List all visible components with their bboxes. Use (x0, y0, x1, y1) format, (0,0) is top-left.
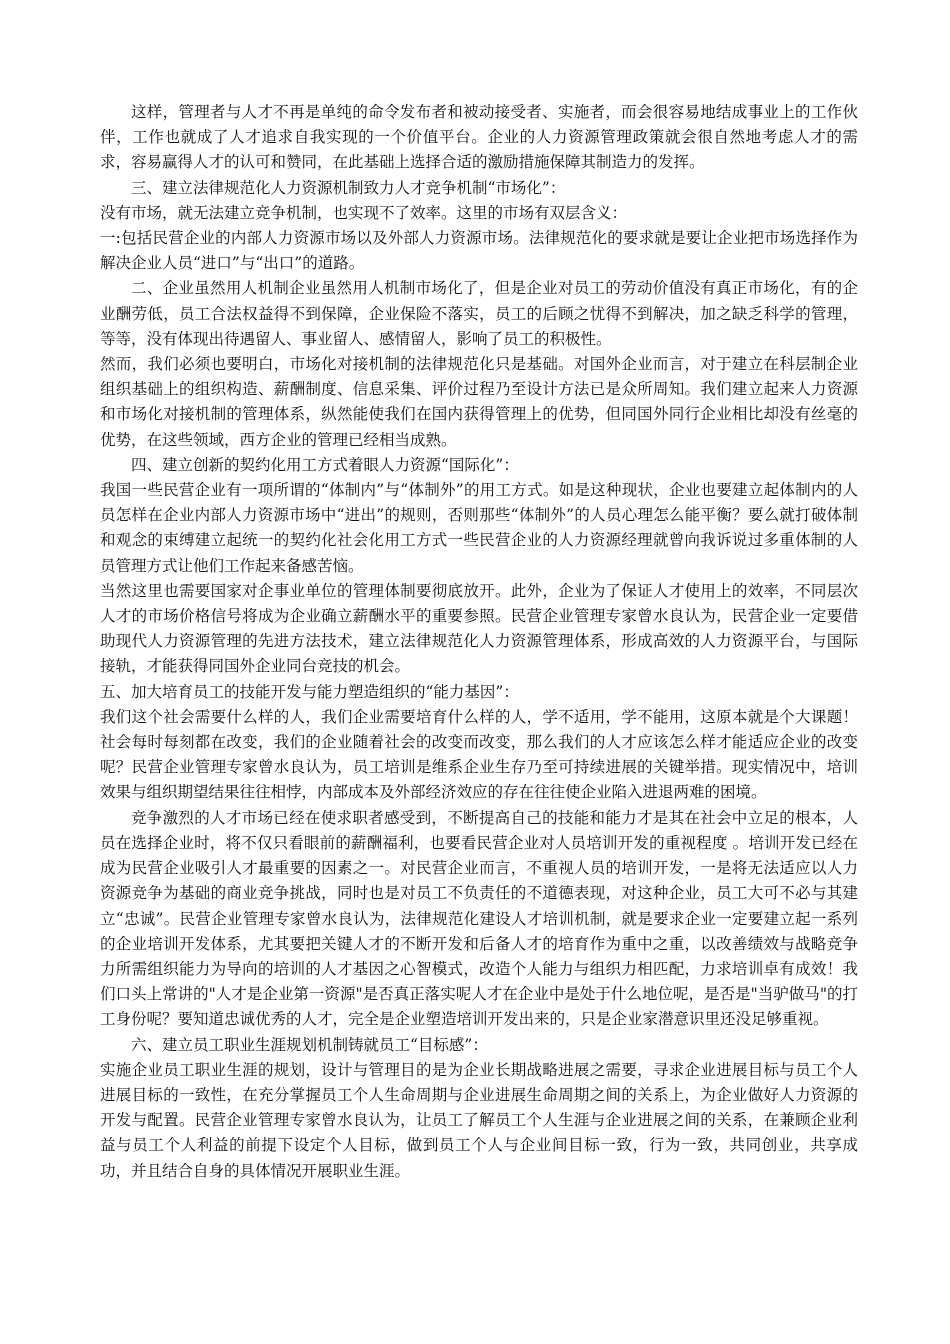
paragraph: 一:包括民营企业的内部人力资源市场以及外部人力资源市场。法律规范化的要求就是要让企业把市场选择作为解决企业人员“进口”与“出口”的道路。 (100, 229, 858, 273)
paragraph: 实施企业员工职业生涯的规划，设计与管理目的是为企业长期战略进展之需要，寻求企业进展目标与员工个人进展目标的一致性，在充分掌握员工个人生命周期与企业进展生命周期之间的关系上，为企业做好人力资源的开发与配置。民营企业管理专家曾水良认为，让员工了解员工个人生涯与企业进展之间的关系，在兼顾企业利益与员工个人利益的前提下设定个人目标，做到员工个人与企业间目标一致，行为一致，共同创业，共享成功，并且结合自身的具体情况开展职业生涯。 (100, 1060, 858, 1180)
heading-section-3: 三、建立法律规范化人力资源机制致力人才竞争机制“市场化”： (131, 178, 566, 197)
heading-section-6: 六、建立员工职业生涯规划机制铸就员工“目标感”： (131, 1035, 488, 1054)
document-body (100, 100, 858, 1184)
paragraph: 我国一些民营企业有一项所谓的“体制内”与“体制外”的用工方式。如是这种现状，企业也要建立起体制内的人员怎样在企业内部人力资源市场中“进出”的规则，否则那些“体制外”的人员心理怎么能平衡？要么就打破体制和观念的束缚建立起统一的契约化社会化用工方式一些民营企业的人力资源经理就曾向我诉说过多重体制的人员管理方式让他们工作起来备感苦恼。 (100, 481, 858, 575)
paragraph-intro: 这样，管理者与人才不再是单纯的命令发布者和被动接受者、实施者，而会很容易地结成事业上的工作伙伴，工作也就成了人才追求自我实现的一个价值平台。企业的人力资源管理政策就会很自然地考虑人才的需求，容易赢得人才的认可和赞同，在此基础上选择合适的激励措施保障其制造力的发挥。 (100, 103, 858, 172)
paragraph: 没有市场，就无法建立竞争机制，也实现不了效率。这里的市场有双层含义： (100, 203, 628, 222)
heading-section-4: 四、建立创新的契约化用工方式着眼人力资源“国际化”： (131, 455, 519, 474)
heading-section-5: 五、加大培育员工的技能开发与能力塑造组织的“能力基因”： (100, 682, 519, 701)
paragraph: 竞争激烈的人才市场已经在使求职者感受到，不断提高自己的技能和能力才是其在社会中立足的根本，人员在选择企业时，将不仅只看眼前的薪酬福利，也要看民营企业对人员培训开发的重视程度 。培训开发已经在成为民营企业吸引人才最重要的因素之一。对民营企业而言，不重视人员的培训开发，一是将无法适应以人力资源竞争为基础的商业竞争挑战，同时也是对员工不负责任的不道德表现，对这种企业，员工大可不必与其建立“忠诚”。民营企业管理专家曾水良认为，法律规范化建设人才培训机制，就是要求企业一定要建立起一系列的企业培训开发体系，尤其要把关键人才的不断开发和后备人才的培育作为重中之重，以改善绩效与战略竞争力所需组织能力为导向的培训的人才基因之心智模式，改造个人能力与组织力相匹配，力求培训卓有成效！我们口头上常讲的"人才是企业第一资源"是否真正落实呢人才在企业中是处于什么地位呢，是否是"当驴做马"的打工身份呢？要知道忠诚优秀的人才，完全是企业塑造培训开发出来的，只是企业家潜意识里还没足够重视。 (100, 808, 858, 1029)
paragraph: 当然这里也需要国家对企事业单位的管理体制要彻底放开。此外，企业为了保证人才使用上的效率，不同层次人才的市场价格信号将成为企业确立薪酬水平的重要参照。民营企业管理专家曾水良认为，民营企业一定要借助现代人力资源管理的先进方法技术，建立法律规范化人力资源管理体系，形成高效的人力资源平台，与国际接轨，才能获得同国外企业同台竞技的机会。 (100, 581, 858, 676)
paragraph: 然而，我们必须也要明白，市场化对接机制的法律规范化只是基础。对国外企业而言，对于建立在科层制企业组织基础上的组织构造、薪酬制度、信息采集、评价过程乃至设计方法已是众所周知。我们建立起来人力资源和市场化对接机制的管理体系，纵然能使我们在国内获得管理上的优势，但同国外同行企业相比却没有丝毫的优势，在这些领域，西方企业的管理已经相当成熟。 (100, 355, 858, 449)
paragraph: 二、企业虽然用人机制企业虽然用人机制市场化了，但是企业对员工的劳动价值没有真正市场化，有的企业酬劳低，员工合法权益得不到保障，企业保险不落实，员工的后顾之忧得不到解决，加之缺乏科学的管理，等等，没有体现出待遇留人、事业留人、感情留人，影响了员工的积极性。 (100, 279, 858, 348)
paragraph: 我们这个社会需要什么样的人，我们企业需要培育什么样的人，学不适用，学不能用，这原本就是个大课题！社会每时每刻都在改变，我们的企业随着社会的改变而改变，那么我们的人才应该怎么样才能适应企业的改变呢？民营企业管理专家曾水良认为，员工培训是维系企业生存乃至可持续进展的关键举措。现实情况中，培训效果与组织期望结果往往相悖，内部成本及外部经济效应的存在往往使企业陷入进退两难的困境。 (100, 707, 858, 802)
